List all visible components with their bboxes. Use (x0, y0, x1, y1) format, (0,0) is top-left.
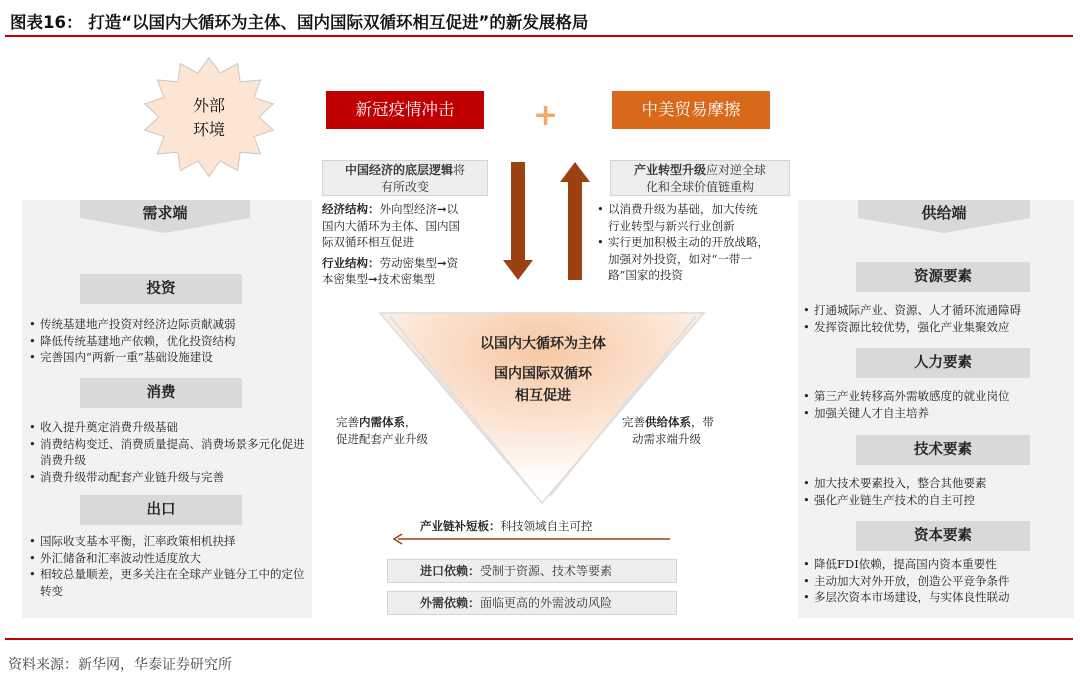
list-item: • 外汇储备和汇率波动性适度放大 (28, 550, 310, 567)
source-note: 资料来源：新华网，华泰证券研究所 (8, 657, 232, 673)
economic-logic-text1: 将 (453, 163, 466, 177)
triangle-line2: 国内国际双循环 (494, 366, 592, 382)
supply-section-title-resources: 资源要素 (856, 262, 1030, 292)
industry-upgrade-text2: 化和全球价值链重构 (645, 180, 754, 194)
industry-upgrade-box (610, 160, 790, 196)
triangle-line1: 以国内大循环为主体 (480, 336, 606, 352)
external-demand-dependency-box: 外需依赖：面临更高的外需波动风险 (387, 591, 677, 615)
industry-upgrade-text1: 应对逆全球 (706, 163, 767, 177)
list-item: • 收入提升奠定消费升级基础 (28, 419, 310, 436)
economic-structure-line2: 国内大循环为主体、国内国 (322, 218, 460, 233)
list-item: • 加强关键人才自主培养 (802, 405, 1074, 422)
triangle-line3: 相互促进 (515, 388, 571, 404)
list-item: • 实行更加积极主动的开放战略， 加强对外投资，如对“一带一 路”国家的投资 (596, 234, 806, 284)
chain-shortboard-text: 产业链补短板：科技领域自主可控 (420, 519, 593, 533)
supply-section-title-labor: 人力要素 (856, 348, 1030, 378)
footer-divider (5, 638, 1073, 640)
supply-section-title-technology: 技术要素 (856, 435, 1030, 465)
list-item: • 传统基建地产投资对经济边际贡献减弱 (28, 316, 310, 333)
industry-structure-label: 行业结构： (322, 255, 380, 270)
trade-friction-box: 中美贸易摩擦 (612, 91, 770, 129)
supply-title: 供给端 (921, 204, 967, 222)
list-item: • 发挥资源比较优势，强化产业集聚效应 (802, 319, 1074, 336)
import-dependency-box: 进口依赖：受制于资源、技术等要素 (387, 559, 677, 583)
list-item: • 完善国内“两新一重”基础设施建设 (28, 349, 310, 366)
demand-section-title-export: 出口 (80, 495, 242, 525)
resources-bullets (802, 302, 1074, 335)
left-side-label: 完善内需体系， 促进配套产业升级 (336, 415, 428, 446)
economic-logic-box (322, 160, 488, 196)
list-item: • 第三产业转移高外需敏感度的就业岗位 (802, 388, 1074, 405)
economic-structure-text (322, 201, 498, 288)
list-item: • 降低FDI依赖，提高国内资本重要性 (802, 556, 1074, 573)
demand-title: 需求端 (142, 204, 188, 222)
right-side-label: 完善供给体系，带 动需求端升级 (622, 415, 714, 446)
industry-upgrade-bullets (596, 201, 806, 284)
list-item: • 主动加大对外开放，创造公平竞争条件 (802, 573, 1074, 590)
external-label-line1: 外部 (192, 96, 225, 115)
list-item: • 多层次资本市场建设，与实体良性联动 (802, 589, 1074, 606)
plus-sign: + (533, 98, 559, 133)
external-environment-star (140, 56, 278, 178)
title-divider (5, 35, 1073, 37)
industry-structure-line1: 劳动密集型➞资 (379, 255, 459, 270)
economic-logic-text2: 有所改变 (380, 180, 429, 194)
economic-structure-label: 经济结构： (322, 202, 380, 216)
economic-logic-bold: 中国经济的底层逻辑 (344, 163, 453, 177)
industry-structure-line2: 本密集型➞技术密集型 (322, 272, 436, 286)
left-arrow (392, 533, 672, 545)
list-item: • 打通城际产业、资源、人才循环流通障碍 (802, 302, 1074, 319)
list-item: • 强化产业链生产技术的自主可控 (802, 492, 1074, 509)
capital-bullets (802, 556, 1074, 606)
external-label-line2: 环境 (192, 120, 225, 139)
list-item: • 降低传统基建地产依赖，优化投资结构 (28, 333, 310, 350)
investment-bullets (28, 316, 310, 366)
triangle-side-arrows (380, 310, 706, 510)
covid-shock-box: 新冠疫情冲击 (326, 91, 484, 129)
list-item: • 以消费升级为基础，加大传统 行业转型与新兴行业创新 (596, 201, 806, 234)
industry-upgrade-bold: 产业转型升级 (633, 163, 706, 177)
list-item: • 消费升级带动配套产业链升级与完善 (28, 469, 310, 486)
figure-title: 图表16： 打造“以国内大循环为主体、国内国际双循环相互促进”的新发展格局 (10, 13, 589, 32)
down-arrow (503, 162, 533, 282)
demand-section-title-investment: 投资 (80, 274, 242, 304)
economic-structure-line1: 外向型经济➞以 (379, 202, 459, 216)
external-environment-label (140, 94, 278, 142)
labor-bullets (802, 388, 1074, 421)
demand-section-title-consumption: 消费 (80, 378, 242, 408)
supply-section-title-capital: 资本要素 (856, 521, 1030, 551)
economic-structure-line3: 际双循环相互促进 (322, 235, 414, 249)
consumption-bullets (28, 419, 310, 485)
export-bullets (28, 533, 310, 599)
list-item: • 国际收支基本平衡，汇率政策相机抉择 (28, 533, 310, 550)
list-item: • 加大技术要素投入，整合其他要素 (802, 475, 1074, 492)
list-item: • 消费结构变迁、消费质量提高、消费场景多元化促进消费升级 (28, 436, 310, 469)
up-arrow (560, 162, 590, 282)
technology-bullets (802, 475, 1074, 508)
list-item: • 相较总量顺差，更多关注在全球产业链分工中的定位转变 (28, 566, 310, 599)
